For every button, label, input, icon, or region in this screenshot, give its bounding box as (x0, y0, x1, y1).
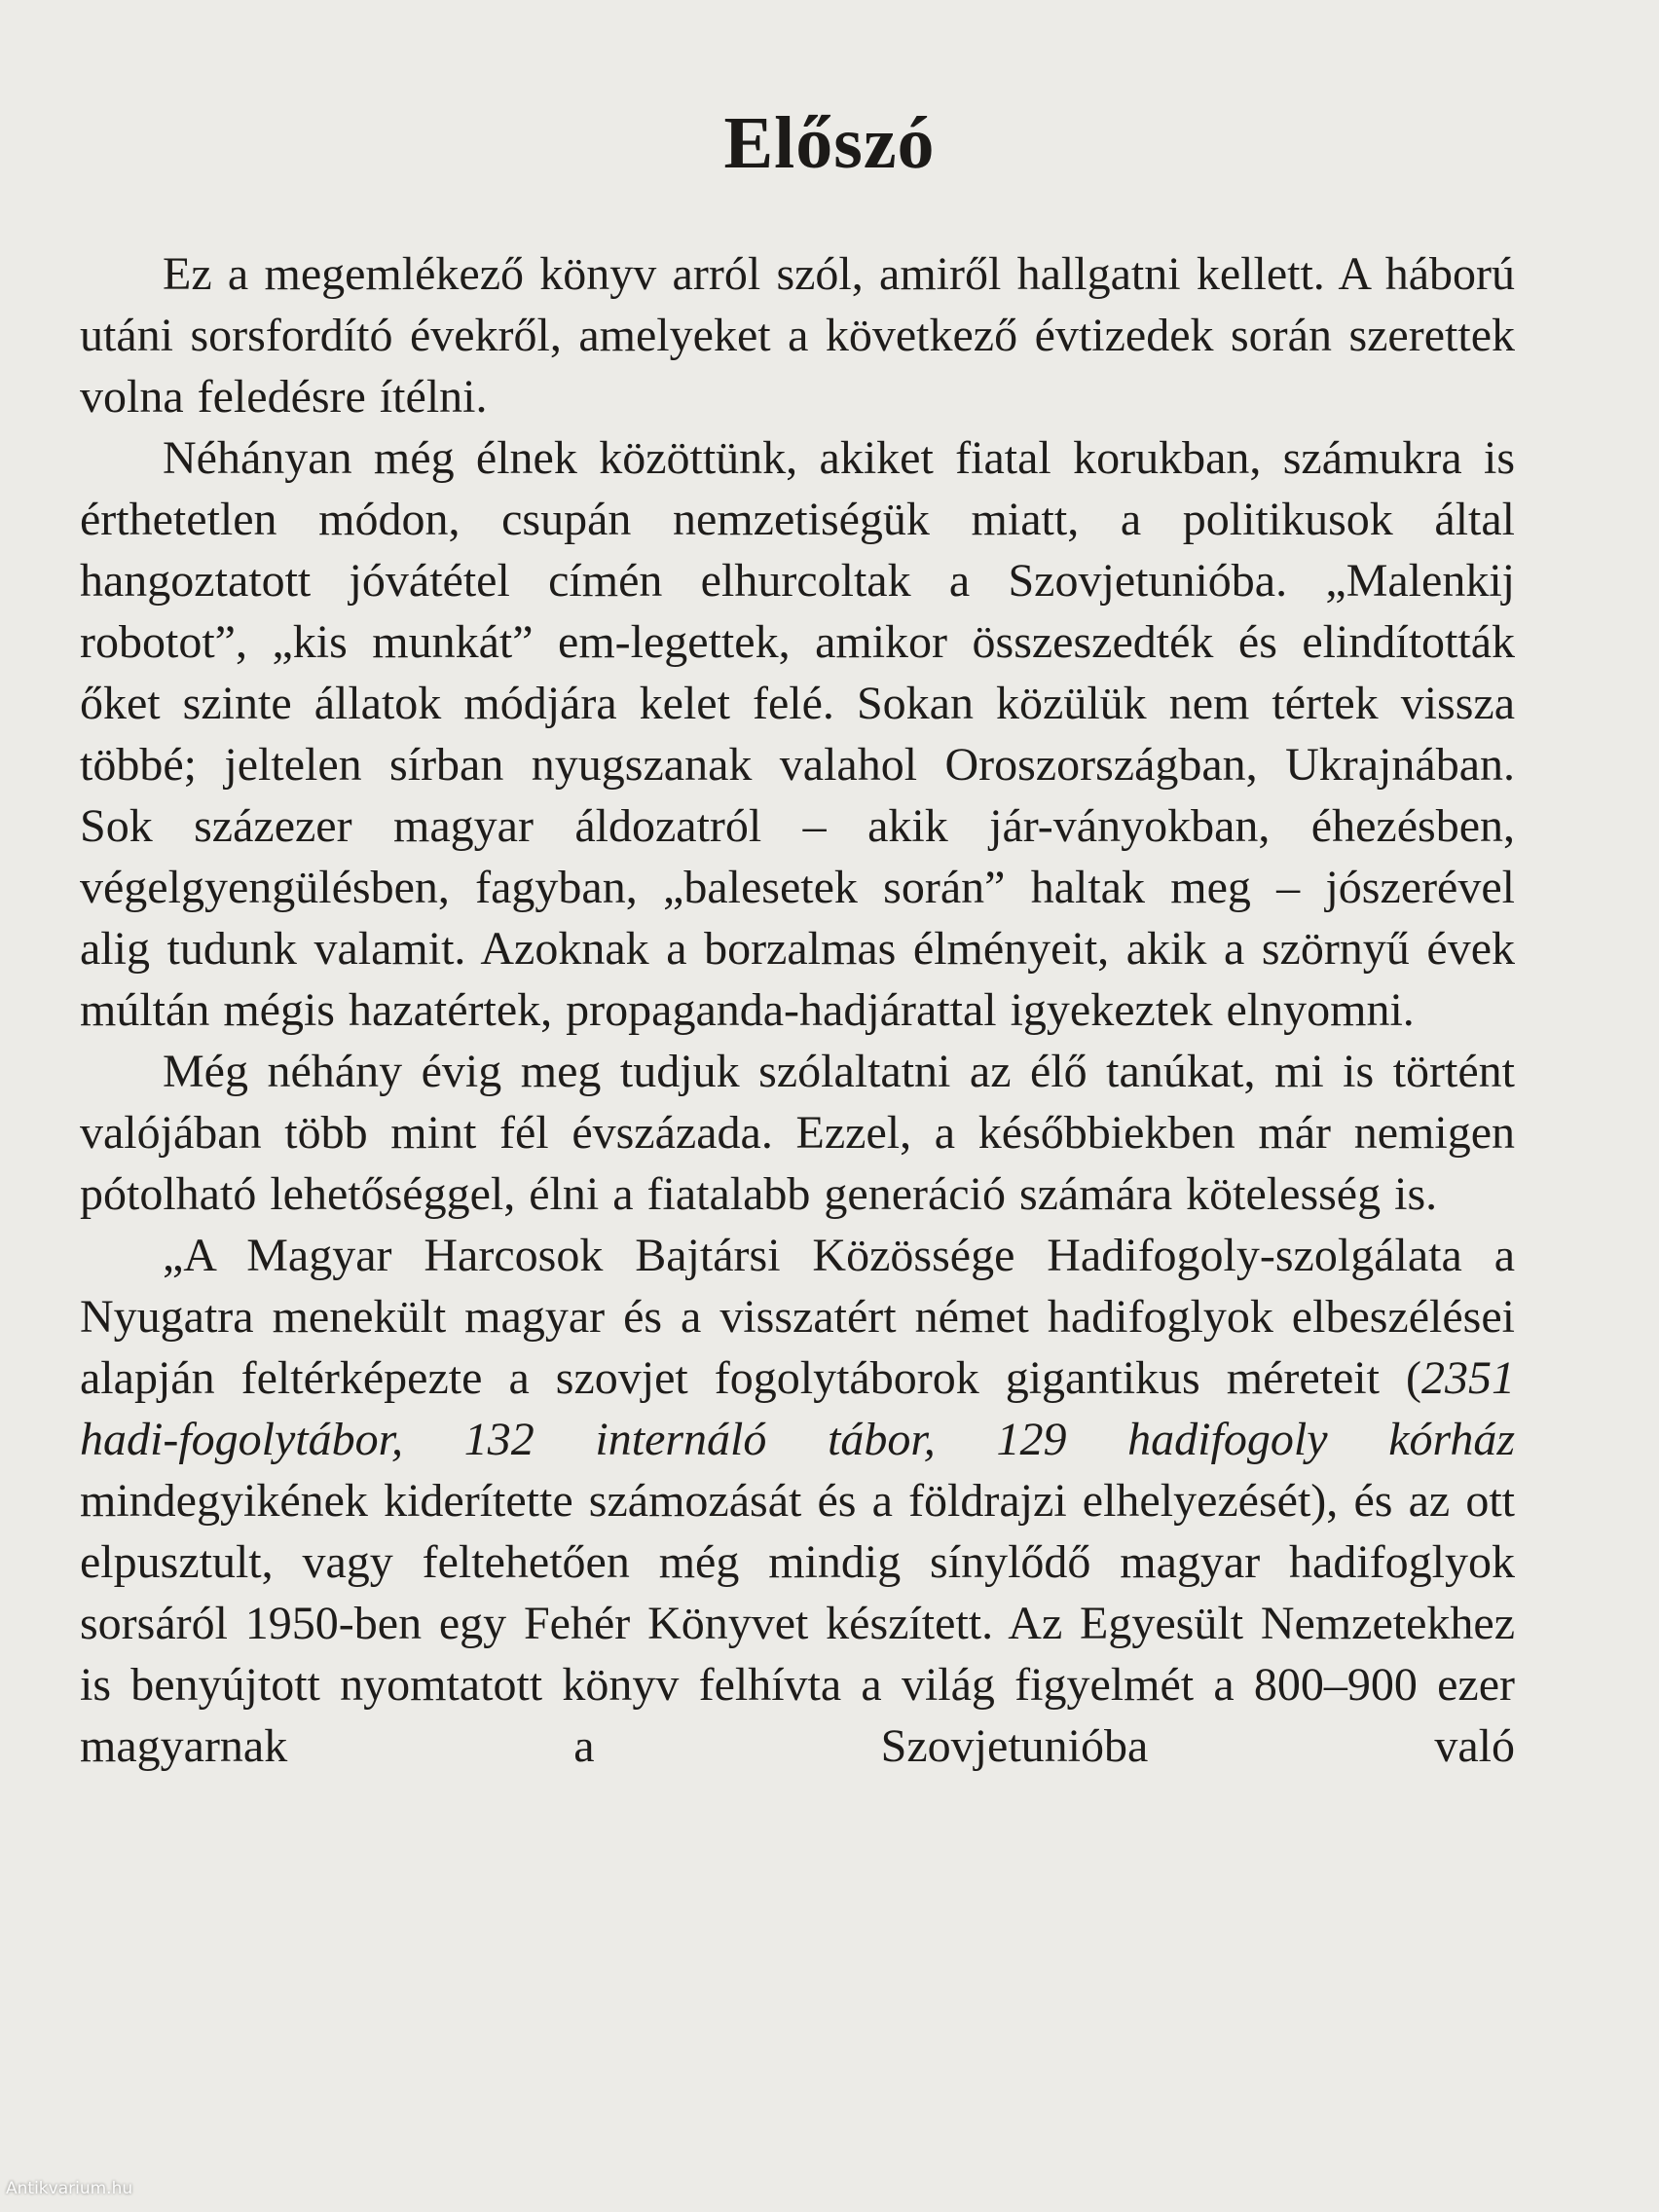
paragraph-1: Ez a megemlékező könyv arról szól, amiről hallgatni kellett. A háború utáni sorsfordító évekről, amelyeket a következő évtizedek során szerettek volna feledésre ítélni. (80, 248, 1515, 423)
paragraph-2: Néhányan még élnek közöttünk, akiket fiatal korukban, számukra is érthetetlen módon, csupán nemzetiségük miatt, a politikusok által hangoztatott jóvátétel címén elhurcoltak a Szovjetunióba. „Malenkij robotot”, „kis munkát” em-legettek, amikor összeszedték és elindították őket szinte állatok módjára kelet felé. Sokan közülük nem tértek vissza többé; jeltelen sírban nyugszanak valahol Oroszországban, Ukrajnában. Sok százezer magyar áldozatról – akik jár-ványokban, éhezésben, végelgyengülésben, fagyban, „balesetek során” haltak meg – jószerével alig tudunk valamit. Azoknak a borzalmas élményeit, akik a szörnyű évek múltán mégis hazatértek, propaganda-hadjárattal igyekeztek elnyomni. (80, 432, 1515, 1036)
paragraph-4 (80, 1225, 1515, 1777)
paragraph-4-italic: 2351 hadi-fogolytábor, 132 internáló tábor, 129 hadifogoly kórház (80, 1352, 1515, 1465)
paragraph-4-start: „A Magyar Harcosok Bajtársi Közössége Hadifogoly-szolgálata a Nyugatra menekült magyar és a visszatért német hadifoglyok elbeszélései alapján feltérképezte a szovjet fogolytáborok gigantikus méreteit ( (80, 1230, 1515, 1404)
paragraph-3: Még néhány évig meg tudjuk szólaltatni az élő tanúkat, mi is történt valójában több mint fél évszázada. Ezzel, a későbbiekben már nemigen pótolható lehetőséggel, élni a fiatalabb generáció számára kötelesség is. (80, 1046, 1515, 1220)
watermark: Antikvarium.hu (6, 2179, 133, 2198)
text-body (80, 243, 1515, 1777)
paragraph-4-end: mindegyikének kiderítette számozását és a földrajzi elhelyezését), és az ott elpusztult, vagy feltehetően még mindig sínylődő magyar hadifoglyok sorsáról 1950-ben egy Fehér Könyvet készített. Az Egyesült Nemzetekhez is benyújtott nyomtatott könyv felhívta a világ figyelmét a 800–900 ezer magyarnak a Szovjetunióba való (80, 1475, 1515, 1772)
page-title: Előszó (723, 101, 936, 184)
